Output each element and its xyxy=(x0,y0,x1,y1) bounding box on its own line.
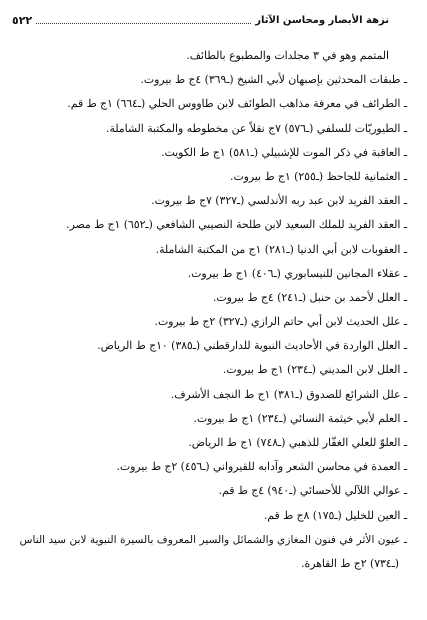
bibliography-entry: ـ العلم لأبي خيثمة النسائي (ـ٢٣٤) ١ج ط بيروت. xyxy=(193,411,407,425)
running-header xyxy=(12,12,389,28)
bibliography-entry: ـ العلل لابن المديني (ـ٢٣٤) ١ج ط بيروت. xyxy=(222,363,407,377)
page-number: ٥٢٢ xyxy=(12,13,33,27)
bibliography-entry: ـ العمدة في محاسن الشعر وآدابه للقيرواني (ـ٤٥٦) ٢ج ط بيروت. xyxy=(116,460,407,474)
bibliography-entry: ـ عقلاء المجانين للنيسابوري (ـ٤٠٦) ١ج ط بيروت. xyxy=(187,266,407,280)
bibliography-entry: ـ الطيوريّات للسلفي (ـ٥٧٦) ٧ج نقلاً عن مخطوطه والمكتبة الشاملة. xyxy=(106,121,407,135)
bibliography-entry: ـ عوالي اللآلي للأحسائي (ـ٩٤٠) ٤ج ط قم. xyxy=(218,484,407,498)
bibliography-entry: ـ العلل لأحمد بن حنبل (ـ٢٤١) ٤ج ط بيروت. xyxy=(212,290,407,304)
bibliography-entry: ـ العقد الفريد للملك السعيد لابن طلحة النصيبي الشافعي (ـ٦٥٢) ١ج ط مصر. xyxy=(66,218,407,232)
bibliography-entry: ـ العثمانية للجاحظ (ـ٢٥٥) ١ج ط بيروت. xyxy=(230,169,407,183)
entry-continuation: (ـ٧٣٤) ٢ج ط القاهرة. xyxy=(301,556,399,570)
bibliography-entry: ـ العلل الواردة في الأحاديث النبوية للدارقطني (ـ٣٨٥) ١٠ج ط الرياض. xyxy=(97,339,407,353)
running-title: نزهة الأبصار ومحاسن الآثار xyxy=(255,14,389,26)
bibliography-list xyxy=(14,44,407,576)
bibliography-entry: ـ علل الشرائع للصدوق (ـ٣٨١) ١ج ط النجف الأشرف. xyxy=(170,387,407,401)
bibliography-entry: ـ علل الحديث لابن أبي حاتم الرازي (ـ٣٢٧) ٢ج ط بيروت. xyxy=(154,315,407,329)
bibliography-entry: ـ العقوبات لابن أبي الدنيا (ـ٢٨١) ١ج من المكتبة الشاملة. xyxy=(155,242,407,256)
bibliography-entry: ـ العلوّ للعلي الغفّار للذهبي (ـ٧٤٨) ١ج ط الرياض. xyxy=(188,436,407,449)
bibliography-entry: ـ العاقبة في ذكر الموت للإشبيلي (ـ٥٨١) ١ج ط الكويت. xyxy=(161,145,407,159)
entry-continuation: المتمم وهو في ٣ مجلدات والمطبوع بالطائف. xyxy=(186,49,389,62)
bibliography-entry: ـ الطرائف في معرفة مذاهب الطوائف لابن طاووس الحلي (ـ٦٦٤) ١ج ط قم. xyxy=(67,97,407,111)
bibliography-entry: ـ العين للخليل (ـ١٧٥) ٨ج ط قم. xyxy=(263,508,407,522)
bibliography-entry: ـ عيون الأثر في فنون المغازي والشمائل والسير المعروف بالسيرة النبوية لابن سيد الناس xyxy=(19,533,407,546)
dotted-leader xyxy=(36,23,251,24)
bibliography-entry: ـ طبقات المحدثين بإصبهان لأبي الشيخ (ـ٣٦٩) ٤ج ط بيروت. xyxy=(140,73,407,87)
bibliography-entry: ـ العقد الفريد لابن عبد ربه الأندلسي (ـ٣٢٧) ٧ج ط بيروت. xyxy=(151,194,407,208)
